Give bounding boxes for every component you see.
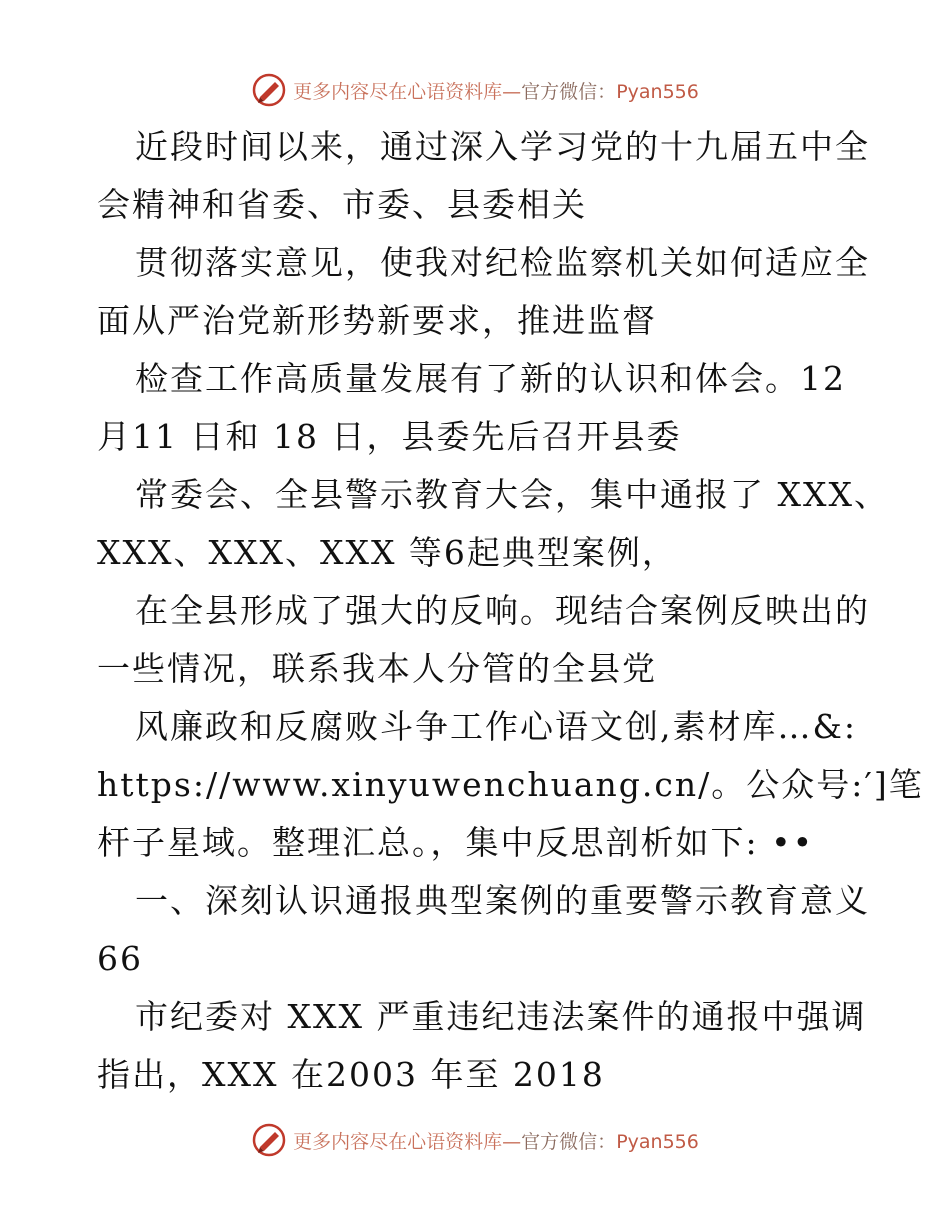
pen-logo-icon <box>251 1122 287 1158</box>
body-line: 贯彻落实意见，使我对纪检监察机关如何适应全 <box>135 243 870 282</box>
body-line: XXX、XXX、XXX 等6起典型案例， <box>97 533 677 572</box>
body-line: 常委会、全县警示教育大会，集中通报了 XXX、 <box>135 475 889 514</box>
banner-wechat-id: Pyan556 <box>616 80 699 103</box>
banner-label: 官方微信： <box>521 1130 617 1153</box>
pen-logo-icon <box>251 72 287 108</box>
header-banner <box>0 70 950 110</box>
body-line: 66 <box>97 939 143 978</box>
footer-banner <box>0 1120 950 1160</box>
banner-wechat-id: Pyan556 <box>616 1130 699 1153</box>
body-line: 会精神和省委、市委、县委相关 <box>97 185 587 224</box>
body-line: 近段时间以来，通过深入学习党的十九届五中全 <box>135 127 870 166</box>
document-body <box>97 118 924 1104</box>
body-line: 杆子星域。整理汇总。，集中反思剖析如下: •• <box>97 823 815 862</box>
banner-site-text: 更多内容尽在心语资料库 <box>293 1130 503 1153</box>
body-line: 一些情况，联系我本人分管的全县党 <box>97 649 657 688</box>
banner-separator: — <box>502 80 522 103</box>
body-line: 检查工作高质量发展有了新的认识和体会。12 <box>135 359 846 398</box>
body-line: 月11 日和 18 日，县委先后召开县委 <box>97 417 682 456</box>
body-line: 在全县形成了强大的反响。现结合案例反映出的 <box>135 591 870 630</box>
body-line: 市纪委对 XXX 严重违纪违法案件的通报中强调 <box>135 997 867 1036</box>
body-line: 风廉政和反腐败斗争工作心语文创,素材库…&: <box>135 707 857 746</box>
body-line: 面从严治党新形势新要求，推进监督 <box>97 301 657 340</box>
body-line: 指出，XXX 在2003 年至 2018 <box>97 1055 605 1094</box>
body-line: https://www.xinyuwenchuang.cn/。公众号:′]笔 <box>97 765 924 804</box>
banner-separator: — <box>502 1130 522 1153</box>
section-heading: 一、深刻认识通报典型案例的重要警示教育意义 <box>135 881 870 920</box>
banner-site-text: 更多内容尽在心语资料库 <box>293 80 503 103</box>
banner-label: 官方微信： <box>521 80 617 103</box>
